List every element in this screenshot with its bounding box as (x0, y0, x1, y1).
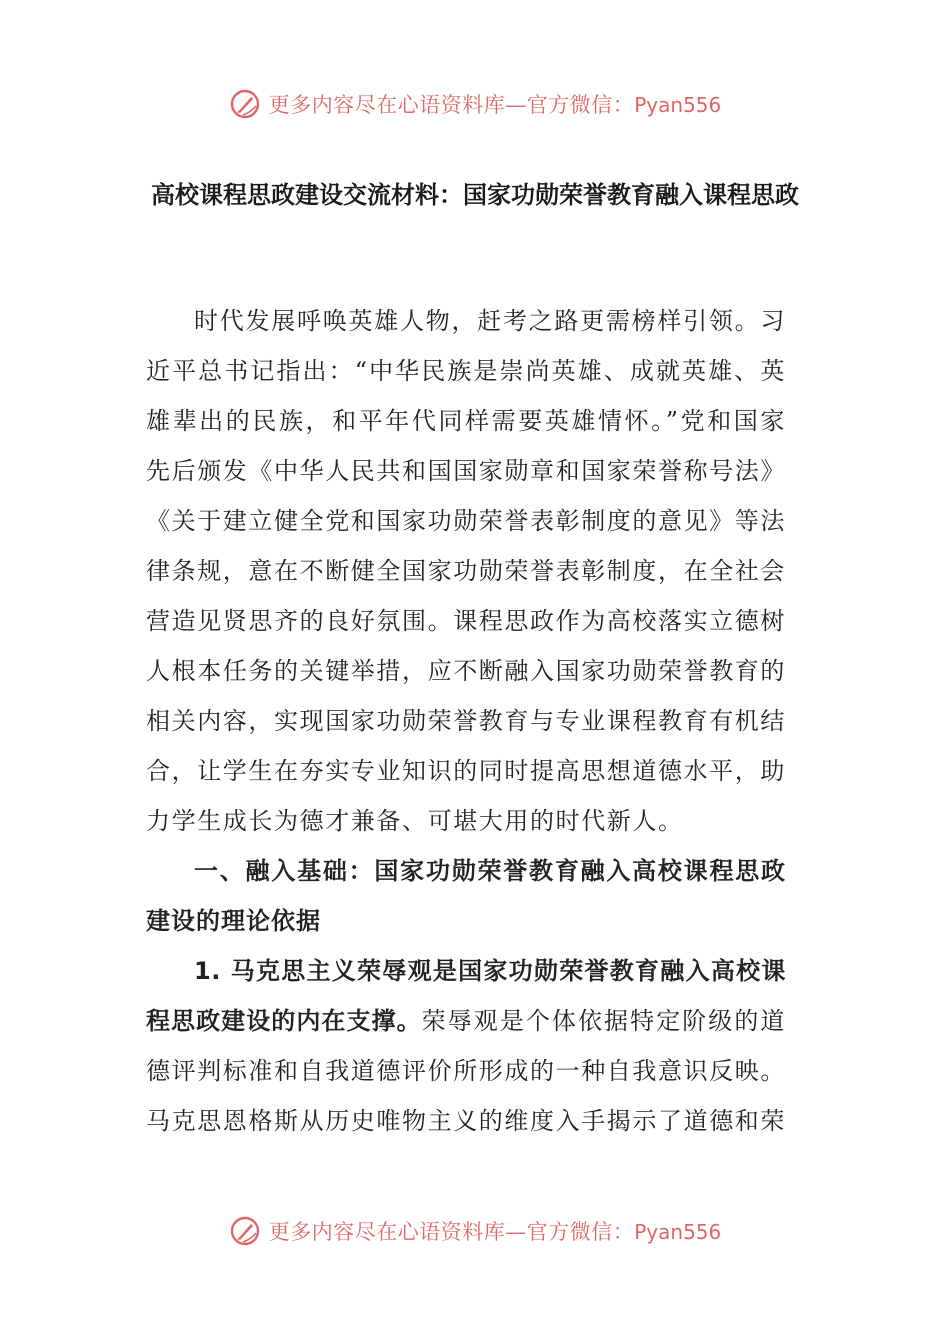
document-body (146, 296, 786, 1146)
watermark-footer (0, 1211, 950, 1251)
watermark-header (0, 84, 950, 124)
quill-logo-icon (229, 88, 261, 120)
watermark-label: 更多内容尽在心语资料库—官方微信： (268, 93, 635, 117)
point-1-text: 荣辱观是个体依据特定阶级的道德评判标准和自我道德评价所形成的一种自我意识反映。马克思恩格斯从历史唯物主义的维度入手揭示了道德和荣 (146, 1007, 786, 1135)
watermark-wechat-id: Pyan556 (634, 1220, 722, 1244)
watermark-label: 更多内容尽在心语资料库—官方微信： (268, 1220, 635, 1244)
watermark-text (269, 89, 722, 119)
document-title: 高校课程思政建设交流材料：国家功勋荣誉教育融入课程思政 (151, 181, 799, 209)
paragraph-point-1 (146, 946, 786, 1146)
watermark-wechat-id: Pyan556 (634, 93, 722, 117)
section-heading-1: 一、融入基础：国家功勋荣誉教育融入高校课程思政建设的理论依据 (146, 857, 786, 935)
paragraph-intro: 时代发展呼唤英雄人物，赶考之路更需榜样引领。习近平总书记指出：“中华民族是崇尚英雄、成就英雄、英雄辈出的民族，和平年代同样需要英雄情怀。”党和国家先后颁发《中华人民共和国国家勋章和国家荣誉称号法》《关于建立健全党和国家功勋荣誉表彰制度的意见》等法律条规，意在不断健全国家功勋荣誉表彰制度，在全社会营造见贤思齐的良好氛围。课程思政作为高校落实立德树人根本任务的关键举措，应不断融入国家功勋荣誉教育的相关内容，实现国家功勋荣誉教育与专业课程教育有机结合，让学生在夯实专业知识的同时提高思想道德水平，助力学生成长为德才兼备、可堪大用的时代新人。 (146, 307, 786, 835)
point-1-lead: 1. 马克思主义荣辱观是国家功勋荣誉教育融入高校课程思政建设的内在支撑。 (146, 957, 786, 1035)
quill-logo-icon (229, 1215, 261, 1247)
watermark-text (269, 1216, 722, 1246)
